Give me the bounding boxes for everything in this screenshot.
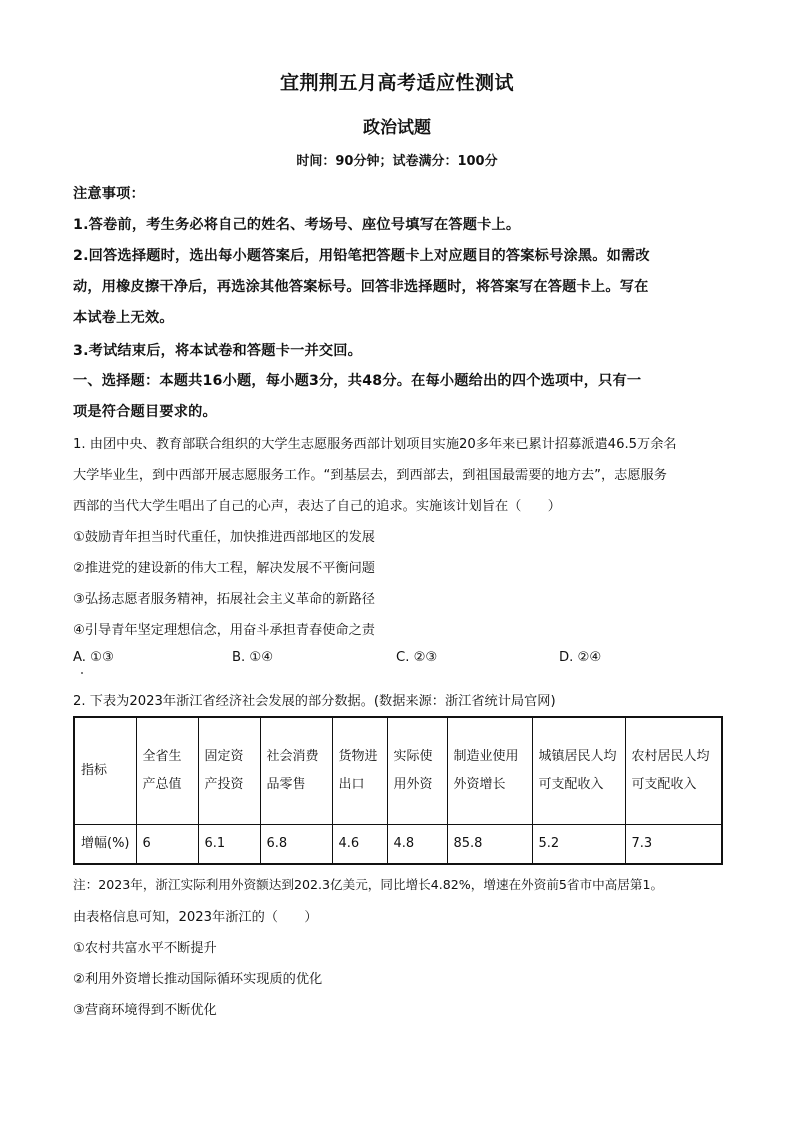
table-header-cell: 指标 <box>74 717 136 825</box>
table-cell: 增幅(%) <box>74 825 136 865</box>
table-header-cell: 农村居民人均可支配收入 <box>625 717 722 825</box>
table-header-cell: 固定资产投资 <box>198 717 260 825</box>
q1-option-a: A. ①③ <box>73 650 114 665</box>
table-header-cell: 城镇居民人均可支配收入 <box>532 717 625 825</box>
section-heading-line-2: 项是符合题目要求的。 <box>73 404 217 420</box>
table-cell: 6 <box>136 825 198 865</box>
table-cell: 6.1 <box>198 825 260 865</box>
q2-statement-1: ①农村共富水平不断提升 <box>73 941 217 956</box>
q1-stem-line-1: 1. 由团中央、教育部联合组织的大学生志愿服务西部计划项目实施20多年来已累计招募派遣46.5万余名 <box>73 437 677 452</box>
q2-intro: 2. 下表为2023年浙江省经济社会发展的部分数据。(数据来源：浙江省统计局官网) <box>73 694 556 709</box>
notice-item-2-line-2: 动，用橡皮擦干净后，再选涂其他答案标号。回答非选择题时，将答案写在答题卡上。写在 <box>73 279 649 295</box>
exam-title: 宜荆荆五月高考适应性测试 <box>279 72 514 94</box>
table-header-cell: 制造业使用外资增长 <box>447 717 532 825</box>
q1-option-c: C. ②③ <box>396 650 438 665</box>
section-heading-line-1: 一、选择题：本题共16小题，每小题3分，共48分。在每小题给出的四个选项中，只有一 <box>73 373 642 389</box>
table-row <box>74 825 722 865</box>
table-header-cell: 货物进出口 <box>332 717 387 825</box>
q1-option-d: D. ②④ <box>559 650 602 665</box>
q1-stem-line-2: 大学毕业生，到中西部开展志愿服务工作。“到基层去，到西部去，到祖国最需要的地方去”，志愿服务 <box>73 468 667 483</box>
q2-statement-3: ③营商环境得到不断优化 <box>73 1003 217 1018</box>
notice-item-3: 3.考试结束后，将本试卷和答题卡一并交回。 <box>73 343 363 359</box>
q2-note: 注：2023年，浙江实际利用外资额达到202.3亿美元，同比增长4.82%，增速在外资前5省市中高居第1。 <box>73 877 664 892</box>
q1-option-b: B. ①④ <box>232 650 274 665</box>
q1-stem-line-3: 西部的当代大学生唱出了自己的心声，表达了自己的追求。实施该计划旨在（ ） <box>73 499 561 514</box>
table-cell: 4.8 <box>387 825 447 865</box>
q1-statement-2: ②推进党的建设新的伟大工程，解决发展不平衡问题 <box>73 561 375 576</box>
notice-item-1: 1.答卷前，考生务必将自己的姓名、考场号、座位号填写在答题卡上。 <box>73 217 521 233</box>
table-cell: 6.8 <box>260 825 332 865</box>
q2-statement-2: ②利用外资增长推动国际循环实现质的优化 <box>73 972 323 987</box>
table-cell: 85.8 <box>447 825 532 865</box>
table-cell: 7.3 <box>625 825 722 865</box>
notice-item-2-line-3: 本试卷上无效。 <box>73 310 174 326</box>
table-cell: 4.6 <box>332 825 387 865</box>
subject-title: 政治试题 <box>363 118 431 138</box>
q1-statement-3: ③弘扬志愿者服务精神，拓展社会主义革命的新路径 <box>73 592 375 607</box>
table-cell: 5.2 <box>532 825 625 865</box>
notice-item-2-line-1: 2.回答选择题时，选出每小题答案后，用铅笔把答题卡上对应题目的答案标号涂黑。如需改 <box>73 248 650 264</box>
q1-statement-1: ①鼓励青年担当时代重任，加快推进西部地区的发展 <box>73 530 375 545</box>
stray-mark <box>81 672 83 674</box>
notice-heading: 注意事项： <box>73 186 145 202</box>
table-header-row <box>74 717 722 825</box>
table-header-cell: 社会消费品零售 <box>260 717 332 825</box>
time-info: 时间：90分钟；试卷满分：100分 <box>296 154 498 169</box>
table-header-cell: 全省生产总值 <box>136 717 198 825</box>
q2-data-table <box>73 716 723 865</box>
q2-stem: 由表格信息可知，2023年浙江的（ ） <box>73 910 318 925</box>
q1-statement-4: ④引导青年坚定理想信念，用奋斗承担青春使命之责 <box>73 623 375 638</box>
table-header-cell: 实际使用外资 <box>387 717 447 825</box>
